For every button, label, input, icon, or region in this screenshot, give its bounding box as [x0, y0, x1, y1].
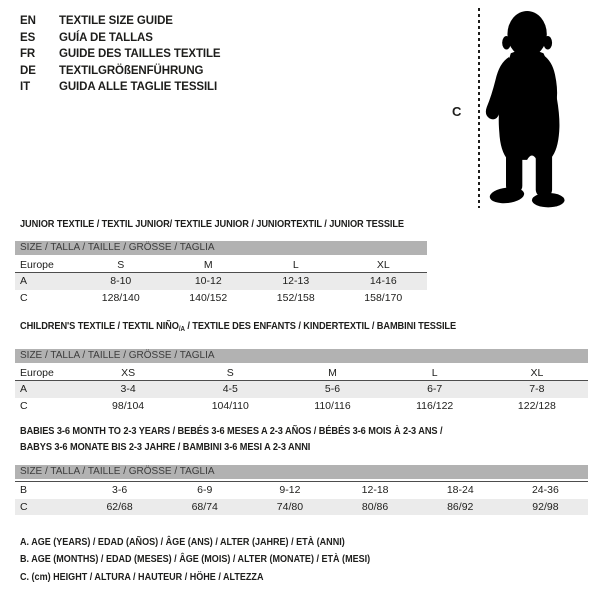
- height-measure-label: C: [452, 104, 462, 119]
- heading-text: / TEXTILE DES ENFANTS / KINDERTEXTIL / BAMBINI TESSILE: [184, 320, 457, 332]
- value-cell: 3-6: [111, 484, 128, 497]
- size-cell: S: [117, 258, 125, 271]
- children-europe-row: [15, 365, 588, 380]
- value-cell: 86/92: [447, 500, 474, 513]
- value-cell: 92/98: [532, 500, 559, 513]
- size-cell: S: [226, 366, 234, 379]
- row-label: A: [20, 275, 28, 288]
- value-cell: 10-12: [194, 275, 222, 288]
- heading-line-2: BABYS 3-6 MONATE BIS 2-3 JAHRE / BAMBINI 3-6 MESI A 2-3 ANNI: [20, 440, 311, 453]
- language-row-es: [20, 30, 221, 47]
- children-size-table: [15, 349, 588, 414]
- babies-height-row: [15, 499, 588, 516]
- europe-label: Europe: [20, 258, 54, 271]
- language-row-de: [20, 63, 221, 80]
- footnote-c: C. (cm) HEIGHT / ALTURA / HAUTEUR / HÖHE / ALTEZZA: [20, 570, 264, 583]
- language-code: IT: [20, 81, 31, 94]
- value-cell: 4-5: [222, 383, 238, 396]
- babies-size-table: [15, 465, 588, 515]
- europe-label: Europe: [20, 366, 54, 379]
- language-label: GUÍA DE TALLAS: [59, 31, 153, 44]
- language-label: TEXTILE SIZE GUIDE: [59, 15, 173, 28]
- babies-size-header-bar: SIZE / TALLA / TAILLE / GRÖSSE / TAGLIA: [15, 465, 588, 479]
- heading-line-1: BABIES 3-6 MONTH TO 2-3 YEARS / BEBÉS 3-6 MESES A 2-3 AÑOS / BÉBÉS 3-6 MOIS À 2-3 ANS /: [20, 425, 443, 437]
- value-cell: 140/152: [189, 291, 228, 304]
- value-cell: 7-8: [529, 383, 545, 396]
- value-cell: 80/86: [361, 500, 389, 513]
- language-label: GUIDE DES TAILLES TEXTILE: [59, 48, 221, 61]
- size-cell: XL: [376, 258, 390, 271]
- value-cell: 3-4: [120, 383, 136, 396]
- toddler-silhouette-icon: [482, 6, 578, 210]
- junior-size-table: [15, 241, 427, 306]
- value-cell: 116/122: [416, 399, 454, 412]
- junior-section-heading: JUNIOR TEXTILE / TEXTIL JUNIOR/ TEXTILE JUNIOR / JUNIORTEXTIL / JUNIOR TESSILE: [20, 218, 405, 230]
- babies-age-row: [15, 482, 588, 499]
- value-cell: 14-16: [369, 275, 397, 288]
- row-label: B: [20, 484, 28, 497]
- value-cell: 110/116: [314, 399, 351, 412]
- size-cell: L: [431, 366, 438, 379]
- language-row-fr: [20, 46, 221, 63]
- children-size-header-bar: SIZE / TALLA / TAILLE / GRÖSSE / TAGLIA: [15, 349, 588, 363]
- value-cell: 6-9: [197, 484, 213, 497]
- language-code: DE: [20, 64, 36, 77]
- language-label: GUIDA ALLE TAGLIE TESSILI: [59, 81, 218, 94]
- value-cell: 128/140: [101, 291, 140, 304]
- value-cell: 5-6: [324, 383, 341, 396]
- heading-text: CHILDREN'S TEXTILE / TEXTIL NIÑO: [20, 320, 179, 332]
- row-label: C: [20, 291, 28, 304]
- value-cell: 24-36: [531, 484, 559, 497]
- value-cell: 152/158: [276, 291, 315, 304]
- row-label: C: [20, 500, 28, 513]
- language-code: ES: [20, 31, 36, 44]
- babies-section-heading: [20, 424, 442, 455]
- language-code: EN: [20, 15, 36, 28]
- junior-height-row: [15, 290, 427, 307]
- height-dashed-line: [478, 8, 480, 208]
- size-cell: XL: [530, 366, 544, 379]
- value-cell: 62/68: [106, 500, 133, 513]
- language-code: FR: [20, 48, 36, 61]
- footnotes: [20, 534, 370, 586]
- value-cell: 68/74: [191, 500, 218, 513]
- junior-europe-row: [15, 257, 427, 272]
- value-cell: 122/128: [517, 399, 556, 412]
- value-cell: 74/80: [276, 500, 304, 513]
- size-cell: M: [328, 366, 337, 379]
- size-cell: L: [292, 258, 299, 271]
- value-cell: 9-12: [279, 484, 301, 497]
- row-label: A: [20, 383, 28, 396]
- value-cell: 6-7: [427, 383, 443, 396]
- value-cell: 8-10: [110, 275, 132, 288]
- value-cell: 158/170: [364, 291, 403, 304]
- children-age-row: [15, 381, 588, 398]
- children-height-row: [15, 398, 588, 415]
- language-label: TEXTILGRÖßENFÜHRUNG: [59, 64, 204, 77]
- children-section-heading: [20, 320, 456, 336]
- language-row-en: [20, 13, 221, 30]
- value-cell: 12-13: [282, 275, 310, 288]
- size-cell: XS: [121, 366, 136, 379]
- junior-size-header-bar: SIZE / TALLA / TAILLE / GRÖSSE / TAGLIA: [15, 241, 427, 255]
- value-cell: 98/104: [112, 399, 145, 412]
- row-label: C: [20, 399, 28, 412]
- heading-subscript: /A: [178, 326, 185, 333]
- junior-age-row: [15, 273, 427, 290]
- footnote-b: B. AGE (MONTHS) / EDAD (MESES) / ÂGE (MOIS) / ALTER (MONATE) / ETÀ (MESI): [20, 553, 371, 566]
- value-cell: 12-18: [361, 484, 389, 497]
- value-cell: 104/110: [211, 399, 249, 412]
- language-row-it: [20, 79, 221, 96]
- size-cell: M: [203, 258, 213, 271]
- language-legend: [20, 13, 221, 96]
- footnote-a: A. AGE (YEARS) / EDAD (AÑOS) / ÂGE (ANS) / ALTER (JAHRE) / ETÀ (ANNI): [20, 536, 345, 548]
- value-cell: 18-24: [446, 484, 474, 497]
